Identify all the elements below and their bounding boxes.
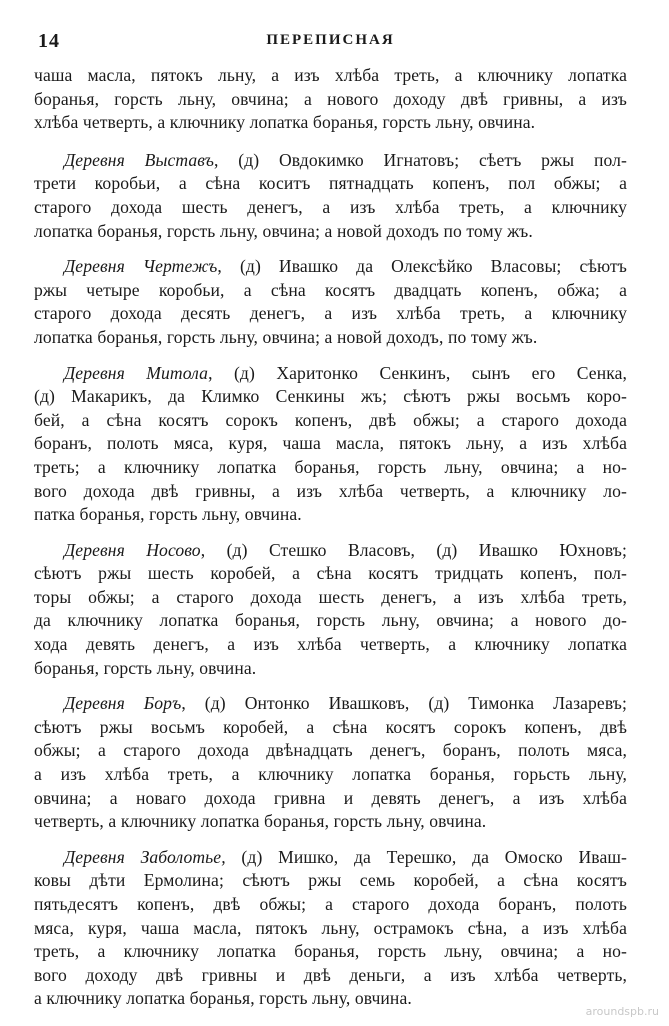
line-text: , (д) Овдокимко Игнатовъ; сѣетъ ржы пол-: [214, 149, 627, 170]
line-text: хода девять денегъ, а изъ хлѣба четверть, а ключнику лопатка: [34, 634, 627, 655]
text-line: [34, 64, 627, 88]
watermark: aroundspb.ru: [585, 1005, 659, 1018]
line-text: а изъ хлѣба треть, а ключнику лопатка боранья, горьсть льну,: [34, 764, 627, 785]
page-number: 14: [38, 30, 60, 52]
line-text: четверть, а ключнику лопатка боранья, горсть льну, овчина.: [34, 811, 487, 832]
line-text: а ключнику лопатка боранья, горсть льну, овчина.: [34, 988, 412, 1009]
text-line: [34, 326, 627, 350]
line-text: чаша масла, пятокъ льну, а изъ хлѣба треть, а ключнику лопатка: [34, 65, 627, 85]
village-name: Деревня Носово: [64, 539, 201, 560]
line-text: , (д) Ивашко да Олексѣйко Власовы; сѣютъ: [217, 256, 627, 277]
line-text: вого дохода двѣ гривны, а изъ хлѣба четверть, а ключнику ло-: [34, 480, 627, 501]
text-line: [34, 716, 627, 740]
line-text: да ключнику лопатка боранья, горсть льну, овчина; а нового до-: [34, 610, 627, 631]
line-text: сѣютъ ржы восьмъ коробей, а сѣна косятъ сорокъ копенъ, двѣ: [34, 716, 627, 737]
paragraph: [34, 255, 627, 349]
body-text: [34, 64, 627, 1011]
text-line: [34, 940, 627, 964]
text-line: [34, 739, 627, 763]
line-text: треть; а ключнику лопатка боранья, горсть льну, овчина; а но-: [34, 456, 627, 477]
line-text: ржы четыре коробьи, а сѣна косятъ двадцать копенъ, обжа; а: [34, 279, 627, 300]
text-line: [34, 586, 627, 610]
line-text: пятьдесятъ копенъ, двѣ обжы; а старого дохода боранъ, полоть: [34, 894, 627, 914]
line-text: обжы; а старого дохода двѣнадцать денегъ, боранъ, полоть мяса,: [34, 740, 627, 761]
line-text: старого дохода десять денегъ, а изъ хлѣба треть, а ключнику: [34, 303, 627, 324]
line-text: , (д) Онтонко Ивашковъ, (д) Тимонка Лазаревъ;: [181, 693, 627, 714]
paragraph: [34, 692, 627, 834]
text-line: [34, 869, 627, 893]
text-line: [34, 149, 627, 173]
text-line: [34, 562, 627, 586]
paragraph: [34, 539, 627, 681]
text-line: [34, 657, 627, 681]
line-text: патка боранья, горсть льну, овчина.: [34, 504, 302, 525]
text-line: [34, 787, 627, 811]
text-line: [34, 503, 627, 527]
text-line: [34, 220, 627, 244]
line-text: (д) Мишко, да Терешко, да Омоско Иваш-: [225, 846, 627, 867]
text-line: [34, 893, 627, 917]
line-text: (д) Макарикъ, да Климко Сенкины жъ; сѣютъ ржы восьмъ коро-: [34, 386, 627, 407]
text-line: [34, 763, 627, 787]
village-name: Деревня Митола: [64, 362, 209, 383]
line-text: , (д) Харитонко Сенкинъ, сынъ его Сенка,: [208, 362, 628, 383]
line-text: старого дохода шесть денегъ, а изъ хлѣба треть, а ключнику: [34, 196, 627, 217]
paragraph: [34, 846, 627, 1011]
text-line: [34, 480, 627, 504]
text-line: [34, 172, 627, 196]
line-text: вого доходу двѣ гривны и двѣ деньги, а изъ хлѣба четверть,: [34, 964, 627, 985]
text-line: [34, 539, 627, 563]
text-line: [34, 279, 627, 303]
text-line: [34, 88, 627, 112]
text-line: [34, 456, 627, 480]
text-line: [34, 196, 627, 220]
line-text: боранья, горсть льну, овчина.: [34, 657, 257, 678]
text-line: [34, 409, 627, 433]
paragraph: [34, 64, 627, 135]
village-name: Деревня Чертежъ: [64, 256, 218, 277]
line-text: трети коробьи, а сѣна коситъ пятнадцать копенъ, пол обжы; а: [34, 173, 627, 194]
text-line: [34, 810, 627, 834]
text-line: [34, 987, 627, 1011]
line-text: хлѣба четверть, а ключнику лопатка боранья, горсть льну, овчина.: [34, 112, 536, 133]
text-line: [34, 302, 627, 326]
line-text: торы обжы; а старого дохода шесть денегъ, а изъ хлѣба треть,: [34, 586, 627, 607]
line-text: треть, а ключнику лопатка боранья, горсть льну, овчина; а но-: [34, 941, 627, 962]
village-name: Деревня Боръ: [64, 693, 182, 714]
text-line: [34, 255, 627, 279]
text-line: [34, 964, 627, 988]
paragraph: [34, 362, 627, 527]
text-line: [34, 609, 627, 633]
line-text: боранья, горсть льну, овчина; а нового доходу двѣ гривны, а изъ: [34, 88, 627, 109]
line-text: лопатка боранья, горсть льну, овчина; а новой доходъ, по тому жъ.: [34, 326, 538, 347]
text-line: [34, 846, 627, 870]
text-line: [34, 692, 627, 716]
text-line: [34, 385, 627, 409]
text-line: [34, 362, 627, 386]
text-line: [34, 111, 627, 135]
line-text: боранъ, полоть мяса, куря, чаша масла, пятокъ льну, а изъ хлѣба: [34, 433, 627, 454]
village-name: Деревня Выставъ: [64, 149, 215, 170]
text-line: [34, 633, 627, 657]
line-text: ковы дѣти Ермолина; сѣютъ ржы семь коробей, а сѣна косятъ: [34, 870, 627, 891]
line-text: овчина; а новаго дохода гривна и девять денегъ, а изъ хлѣба: [34, 787, 627, 808]
line-text: , (д) Стешко Власовъ, (д) Ивашко Юхновъ;: [200, 539, 627, 560]
line-text: мяса, куря, чаша масла, пятокъ льну, острамокъ сѣна, а изъ хлѣба: [34, 917, 627, 938]
text-line: [34, 432, 627, 456]
text-line: [34, 917, 627, 941]
page-header: [34, 26, 627, 52]
running-title: ПЕРЕПИСНАЯ: [266, 32, 395, 48]
village-name: Деревня Заболотье,: [64, 846, 226, 867]
line-text: лопатка боранья, горсть льну, овчина; а новой доходъ по тому жъ.: [34, 220, 533, 241]
paragraph: [34, 149, 627, 243]
line-text: бей, а сѣна косятъ сорокъ копенъ, двѣ обжы; а старого дохода: [34, 409, 627, 430]
line-text: сѣютъ ржы шесть коробей, а сѣна косятъ тридцать копенъ, пол-: [34, 563, 627, 584]
